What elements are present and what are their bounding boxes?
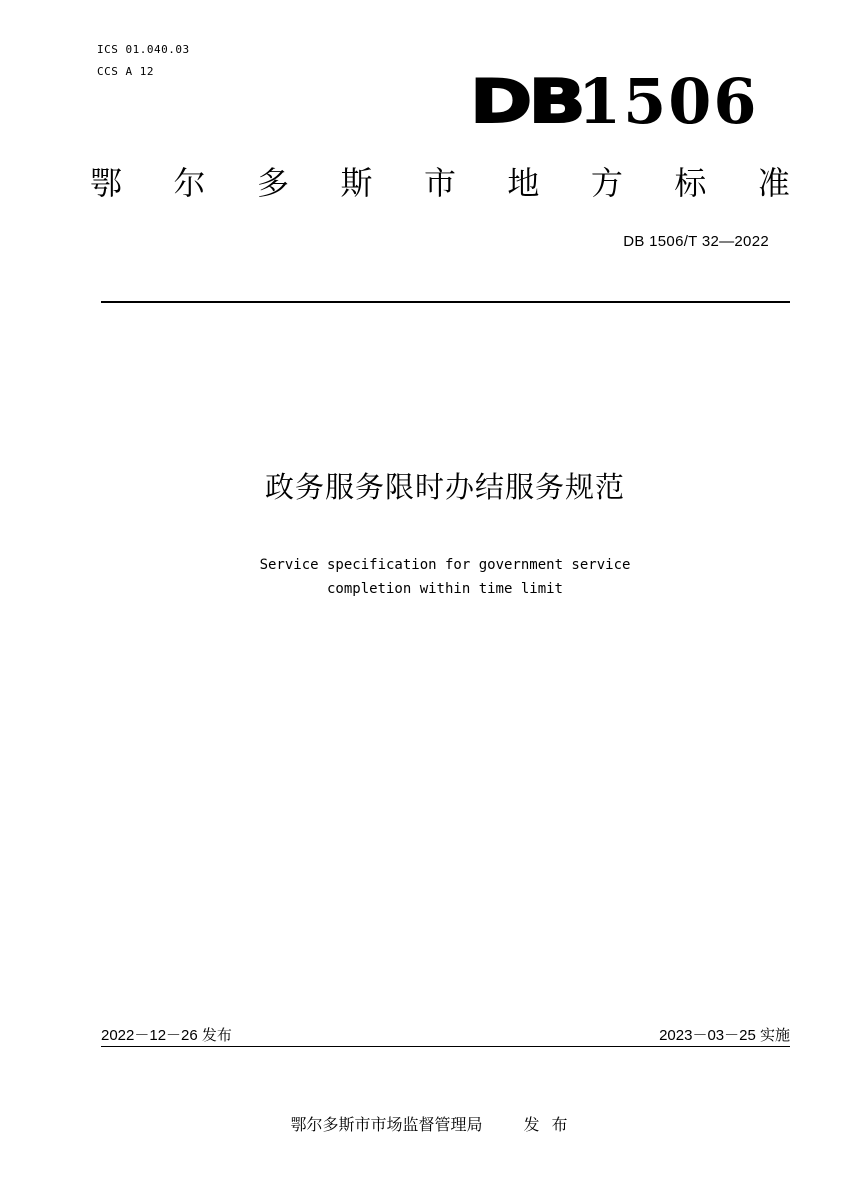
standard-type-char: 标: [674, 164, 707, 202]
bottom-divider: [101, 1046, 790, 1047]
ics-code: ICS 01.040.03: [97, 43, 190, 56]
standard-type-char: 准: [757, 164, 790, 202]
standard-type-char: 多: [256, 164, 289, 202]
document-title-chinese: 政务服务限时办结服务规范: [264, 470, 625, 504]
issuer-name: 鄂尔多斯市市场监督管理局: [290, 1115, 483, 1134]
issuer-action: 发布: [523, 1115, 580, 1134]
standard-type-char: 方: [590, 164, 623, 202]
top-divider: [101, 301, 790, 303]
standard-type-char: 斯: [340, 164, 373, 202]
standard-type-heading: [90, 163, 790, 203]
english-title-line: completion within time limit: [326, 581, 563, 597]
english-title-line: Service specification for government service: [259, 557, 631, 573]
standard-type-char: 市: [423, 164, 456, 202]
issuer-line: [0, 1114, 850, 1136]
release-date: 2022－12－26 发布: [101, 1027, 232, 1044]
db-letters: DB: [470, 67, 582, 137]
standard-type-char: 尔: [173, 164, 206, 202]
db-logo-mark: [470, 65, 759, 138]
standard-type-char: 鄂: [90, 164, 123, 202]
standard-type-char: 地: [507, 164, 540, 202]
db-region-number: 1506: [578, 65, 759, 138]
standard-code: DB 1506/T 32—2022: [623, 233, 769, 250]
dates-row: [101, 1026, 790, 1046]
document-title-english: [0, 553, 850, 601]
ccs-code: CCS A 12: [97, 65, 154, 78]
implementation-date: 2023－03－25 实施: [659, 1027, 790, 1044]
